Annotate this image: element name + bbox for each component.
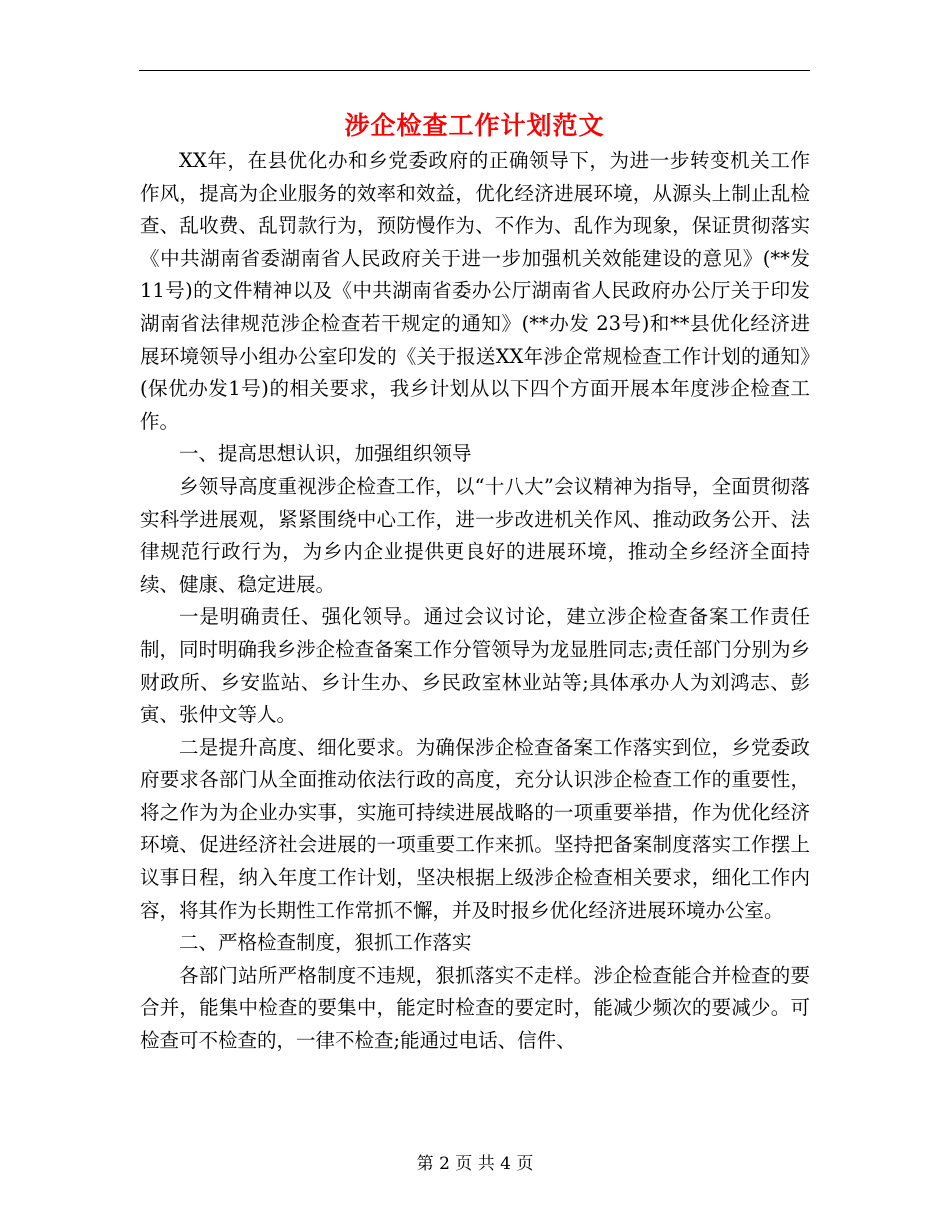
section-heading-1: 一、提高思想认识，加强组织领导 — [179, 442, 472, 466]
paragraph: 各部门站所严格制度不违规，狠抓落实不走样。涉企检查能合并检查的要合并，能集中检查的要集中，能定时检查的要定时，能减少频次的要减少。可检查可不检查的，一律不检查;能通过电话、信件、 — [140, 963, 810, 1053]
paragraph: 二是提升高度、细化要求。为确保涉企检查备案工作落实到位，乡党委政府要求各部门从全面推动依法行政的高度，充分认识涉企检查工作的重要性，将之作为为企业办实事，实施可持续进展战略的一项重要举措，作为优化经济环境、促进经济社会进展的一项重要工作来抓。坚持把备案制度落实工作摆上议事日程，纳入年度工作计划，坚决根据上级涉企检查相关要求，细化工作内容，将其作为长期性工作常抓不懈，并及时报乡优化经济进展环境办公室。 — [140, 735, 810, 922]
paragraph-intro: XX年，在县优化办和乡党委政府的正确领导下，为进一步转变机关工作作风，提高为企业服务的效率和效益，优化经济进展环境，从源头上制止乱检查、乱收费、乱罚款行为，预防慢作为、不作为、乱作为现象，保证贯彻落实《中共湖南省委湖南省人民政府关于进一步加强机关效能建设的意见》(**发 11号)的文件精神以及《中共湖南省委办公厅湖南省人民政府办公厅关于印发湖南省法律规范涉企检查若干规定的通知》(**办发 23号)和**县优化经济进展环境领导小组办公室印发的《关于报送XX年涉企常规检查工作计划的通知》(保优办发1号)的相关要求，我乡计划从以下四个方面开展本年度涉企检查工作。 — [140, 149, 810, 433]
page-footer: 第 2 页 共 4 页 — [416, 1154, 534, 1174]
header-rule — [139, 70, 810, 71]
document-title: 涉企检查工作计划范文 — [344, 111, 605, 140]
paragraph: 乡领导高度重视涉企检查工作，以“十八大”会议精神为指导，全面贯彻落实科学进展观，紧紧围绕中心工作，进一步改进机关作风、推动政务公开、法律规范行政行为，为乡内企业提供更良好的进展环境，推动全乡经济全面持续、健康、稳定进展。 — [140, 474, 810, 596]
paragraph: 一是明确责任、强化领导。通过会议讨论，建立涉企检查备案工作责任制，同时明确我乡涉企检查备案工作分管领导为龙显胜同志;责任部门分别为乡财政所、乡安监站、乡计生办、乡民政室林业站等;具体承办人为刘鸿志、彭寅、张仲文等人。 — [140, 605, 810, 727]
document-body — [140, 145, 810, 1058]
section-heading-2: 二、严格检查制度，狠抓工作落实 — [179, 931, 472, 955]
